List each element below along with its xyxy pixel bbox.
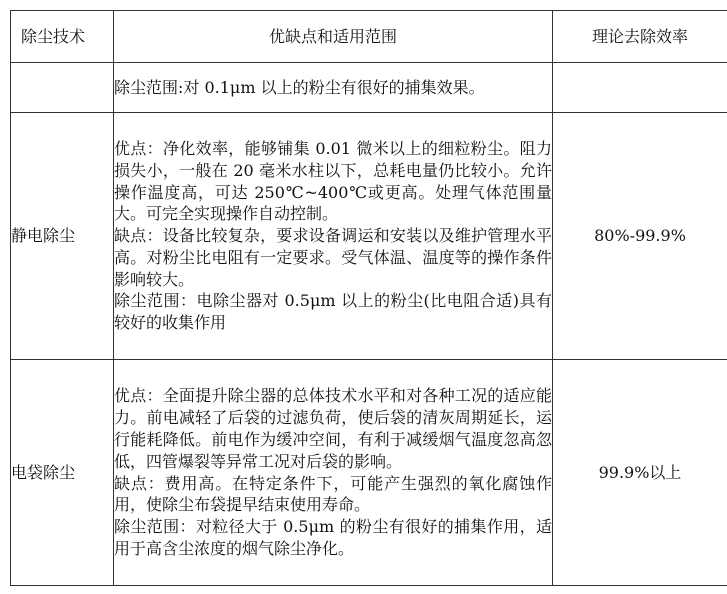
technology-cell: 静电除尘 bbox=[11, 113, 114, 360]
dust-removal-table bbox=[10, 10, 727, 586]
header-technology: 除尘技术 bbox=[11, 11, 114, 63]
advantages-paragraph: 优点：净化效率，能够铺集 0.01 微米以上的细粒粉尘。阻力损失小，一般在 20 毫米水柱以下，总耗电量仍比较小。允许操作温度高，可达 250℃~400℃或更高。处理气体范围量大。可完全实现操作自动控制。 bbox=[114, 138, 552, 224]
efficiency-cell bbox=[553, 63, 727, 113]
disadvantages-paragraph: 缺点：费用高。在特定条件下，可能产生强烈的氧化腐蚀作用，使除尘布袋提早结束使用寿命。 bbox=[114, 473, 552, 515]
efficiency-cell: 80%-99.9% bbox=[553, 113, 727, 360]
table-row bbox=[11, 360, 727, 586]
disadvantages-paragraph: 缺点：设备比较复杂，要求设备调运和安装以及维护管理水平高。对粉尘比电阻有一定要求。受气体温、温度等的操作条件影响较大。 bbox=[114, 226, 552, 289]
range-paragraph: 除尘范围：电除尘器对 0.5μm 以上的粉尘(比电阻合适)具有较好的收集作用 bbox=[114, 291, 552, 333]
header-features: 优缺点和适用范围 bbox=[114, 11, 553, 63]
table-row bbox=[11, 113, 727, 360]
range-paragraph: 除尘范围：对粒径大于 0.5μm 的粉尘有很好的捕集作用，适用于高含尘浓度的烟气除尘净化。 bbox=[114, 517, 552, 558]
description-cell bbox=[114, 63, 553, 113]
description-cell bbox=[114, 113, 553, 360]
description-cell bbox=[114, 360, 553, 586]
advantages-paragraph: 优点：全面提升除尘器的总体技术水平和对各种工况的适应能力。前电减轻了后袋的过滤负荷，使后袋的清灰周期延长，运行能耗降低。前电作为缓冲空间，有利于减缓烟气温度忽高忽低，四管爆裂等异常工况对后袋的影响。 bbox=[114, 386, 552, 471]
table-header-row bbox=[11, 11, 727, 63]
header-efficiency: 理论去除效率 bbox=[553, 11, 727, 63]
technology-cell bbox=[11, 63, 114, 113]
range-paragraph: 除尘范围:对 0.1μm 以上的粉尘有很好的捕集效果。 bbox=[114, 77, 485, 97]
efficiency-cell: 99.9%以上 bbox=[553, 360, 727, 586]
technology-cell: 电袋除尘 bbox=[11, 360, 114, 586]
table-row bbox=[11, 63, 727, 113]
